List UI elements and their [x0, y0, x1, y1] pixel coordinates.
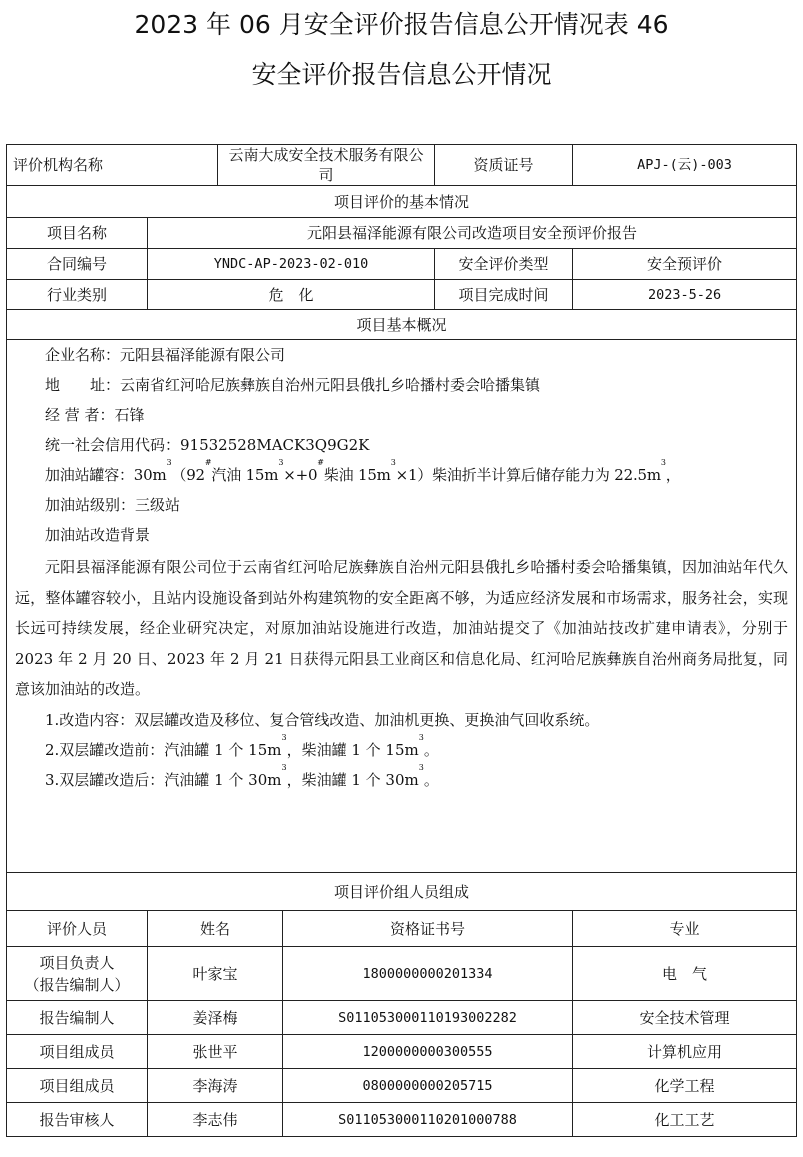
credit-code-line: 统一社会信用代码：91532528MACK3Q9G2K	[45, 436, 370, 454]
item-1: 1.改造内容：双层罐改造及移位、复合管线改造、加油机更换、更换油气回收系统。	[45, 710, 600, 729]
background-paragraph: 元阳县福泽能源有限公司位于云南省红河哈尼族彝族自治州元阳县俄扎乡哈播村委会哈播集镇，因加油站年代久远，整体罐容较小，且站内设施设备到站外构建筑物的安全距离不够，为适应经济发展和市场需求，服务社会，实现长远可持续发展，经企业研究决定，对原加油站设施进行改造，加油站提交了《加油站技改扩建申请表》，分别于 2023 年 2 月 20 日、2023 年 2 月 21 日获得元阳县工业商区和信息化局、红河哈尼族彝族自治州商务局批复，同意该加油站的改造。	[15, 558, 789, 698]
project-value: 元阳县福泽能源有限公司改造项目安全预评价报告	[148, 218, 797, 249]
cert-cell: 1200000000300555	[283, 1035, 573, 1069]
name-cell: 李志伟	[148, 1103, 283, 1137]
name-cell: 李海涛	[148, 1069, 283, 1103]
major-cell: 化工工艺	[573, 1103, 797, 1137]
eval-type-value: 安全预评价	[573, 249, 797, 280]
cert-cell: 1800000000201334	[283, 947, 573, 1001]
industry-row	[7, 280, 797, 310]
disclosure-table	[6, 144, 797, 1137]
org-name-label: 评价机构名称	[7, 145, 218, 186]
col-role: 评价人员	[7, 911, 148, 947]
role-cell: 项目组成员	[7, 1035, 148, 1069]
team-heading: 项目评价组人员组成	[7, 873, 797, 911]
major-cell: 计算机应用	[573, 1035, 797, 1069]
contract-value: YNDC-AP-2023-02-010	[148, 249, 435, 280]
finish-value: 2023-5-26	[573, 280, 797, 310]
major-cell: 电 气	[573, 947, 797, 1001]
table-row	[7, 947, 797, 1001]
item-2: 2.双层罐改造前：汽油罐 1 个 $15m^3$，柴油罐 1 个 $15m^3$。	[45, 732, 439, 759]
capacity-line: 加油站罐容：$30m^3(92^{\#}$汽油 $15m^3\times+0^{\#}$柴油 $15m^3\times 1$）柴油折半计算后储存能力为 $22.5m^3$，	[45, 458, 681, 484]
role-cell: 报告编制人	[7, 1001, 148, 1035]
operator-line: 经 营 者：石锋	[45, 406, 145, 424]
table-row	[7, 1103, 797, 1137]
cert-label: 资质证号	[435, 145, 573, 186]
basic-heading: 项目评价的基本情况	[7, 186, 797, 218]
role-cell: 项目负责人 （报告编制人）	[7, 947, 148, 1001]
role-cell: 报告审核人	[7, 1103, 148, 1137]
project-label: 项目名称	[7, 218, 148, 249]
industry-value: 危 化	[148, 280, 435, 310]
cert-value: APJ-(云)-003	[573, 145, 797, 186]
name-cell: 姜泽梅	[148, 1001, 283, 1035]
col-major: 专业	[573, 911, 797, 947]
team-header-row	[7, 911, 797, 947]
table-row	[7, 1001, 797, 1035]
level-line: 加油站级别：三级站	[45, 496, 181, 514]
page-subtitle: 安全评价报告信息公开情况	[251, 60, 552, 89]
background-heading: 加油站改造背景	[45, 526, 151, 544]
page-title: 2023 年 06 月安全评价报告信息公开情况表 46	[134, 10, 669, 39]
org-name-value: 云南大成安全技术服务有限公司	[218, 145, 435, 186]
overview-body	[7, 340, 797, 873]
table-row	[7, 1069, 797, 1103]
table-row	[7, 1035, 797, 1069]
cert-cell: 0800000000205715	[283, 1069, 573, 1103]
col-cert: 资格证书号	[283, 911, 573, 947]
overview-heading: 项目基本概况	[7, 310, 797, 340]
contract-label: 合同编号	[7, 249, 148, 280]
major-cell: 安全技术管理	[573, 1001, 797, 1035]
company-line: 企业名称：元阳县福泽能源有限公司	[45, 346, 286, 364]
org-row	[7, 145, 797, 186]
contract-row	[7, 249, 797, 280]
industry-label: 行业类别	[7, 280, 148, 310]
eval-type-label: 安全评价类型	[435, 249, 573, 280]
major-cell: 化学工程	[573, 1069, 797, 1103]
project-row	[7, 218, 797, 249]
name-cell: 叶家宝	[148, 947, 283, 1001]
item-3: 3.双层罐改造后：汽油罐 1 个 $30m^3$，柴油罐 1 个 $30m^3$。	[45, 762, 439, 789]
cert-cell: S011053000110201000788	[283, 1103, 573, 1137]
role-cell: 项目组成员	[7, 1069, 148, 1103]
col-name: 姓名	[148, 911, 283, 947]
address-line: 地 址：云南省红河哈尼族彝族自治州元阳县俄扎乡哈播村委会哈播集镇	[45, 376, 541, 394]
finish-label: 项目完成时间	[435, 280, 573, 310]
name-cell: 张世平	[148, 1035, 283, 1069]
cert-cell: S011053000110193002282	[283, 1001, 573, 1035]
